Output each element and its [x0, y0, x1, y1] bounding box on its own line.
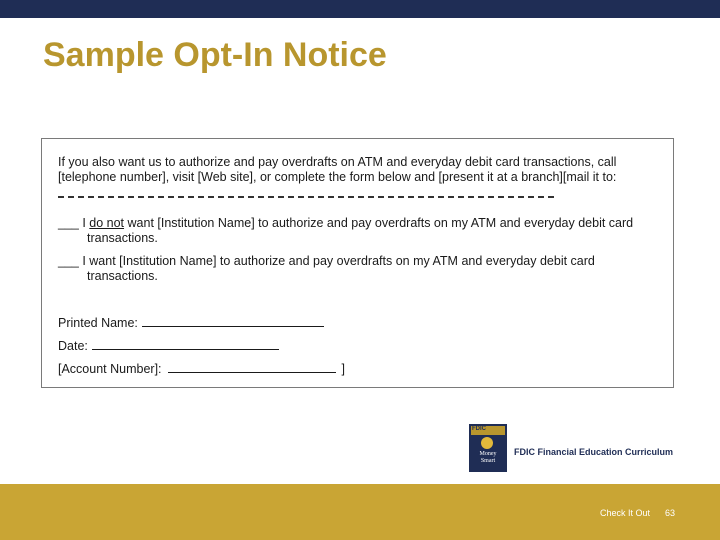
option1-continuation: transactions.	[87, 231, 158, 245]
intro-line-1: If you also want us to authorize and pay overdrafts on ATM and everyday debit card transactions, call	[58, 155, 617, 169]
option-want[interactable]: ___ I want [Institution Name] to authorize and pay overdrafts on my ATM and everyday debit card	[58, 254, 595, 268]
option1-do-not: do not	[89, 216, 125, 230]
curriculum-label: FDIC Financial Education Curriculum	[514, 447, 674, 457]
date-label: Date:	[58, 339, 88, 353]
slide-title: Sample Opt-In Notice	[43, 36, 387, 74]
account-number-label: [Account Number]:	[58, 362, 162, 376]
cut-line	[58, 196, 554, 198]
option1-pre: I	[78, 216, 90, 230]
option1-post: want [Institution Name] to authorize and pay overdrafts on my ATM and everyday debit card	[124, 216, 634, 230]
money-smart-logo	[469, 424, 507, 472]
date-field[interactable]	[92, 338, 279, 350]
printed-name-field[interactable]	[142, 315, 324, 327]
option1-blank: ___	[58, 216, 79, 230]
opt-in-form	[41, 138, 674, 388]
option2-continuation: transactions.	[87, 269, 158, 283]
footer-label: Check It Out	[600, 508, 651, 518]
top-bar	[0, 0, 720, 18]
logo-fdic-text: FDIC	[472, 426, 486, 432]
printed-name-label: Printed Name:	[58, 316, 138, 330]
sun-icon	[481, 437, 493, 449]
intro-line-2: [telephone number], visit [Web site], or complete the form below and [present it at a branch][mail it to:	[58, 170, 617, 184]
account-close-bracket: ]	[341, 362, 345, 376]
account-number-field[interactable]	[168, 361, 336, 373]
page-number: 63	[665, 508, 676, 518]
option-do-not-want[interactable]	[58, 216, 633, 231]
date-row	[58, 338, 279, 354]
printed-name-row	[58, 315, 324, 331]
logo-money-smart-text: Money Smart	[479, 451, 497, 464]
account-number-row	[58, 361, 345, 377]
